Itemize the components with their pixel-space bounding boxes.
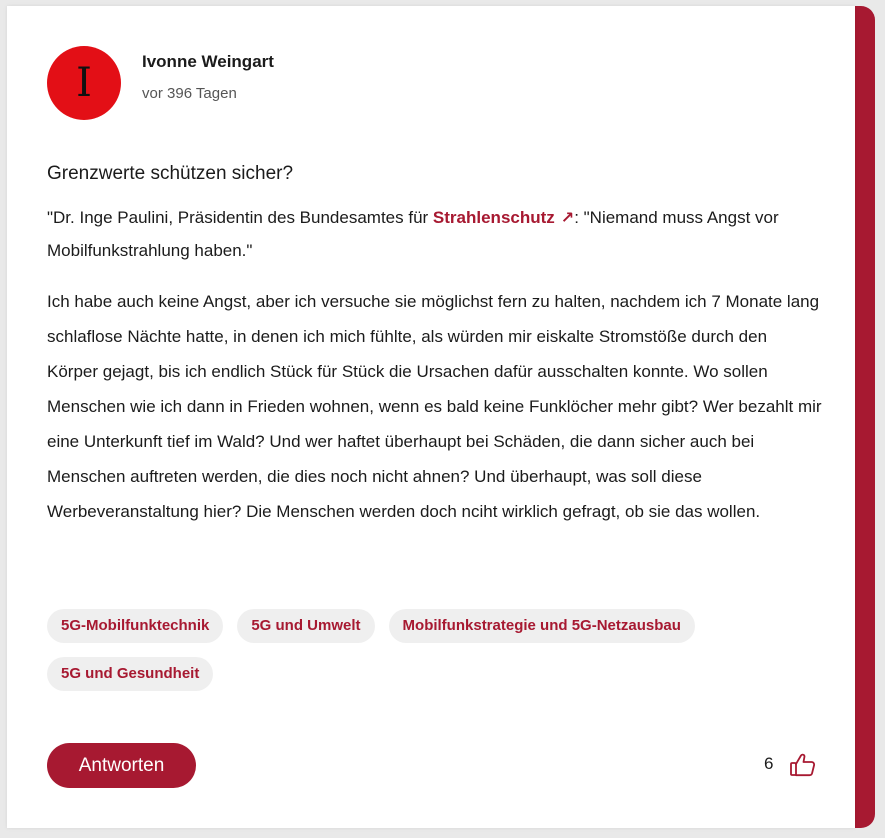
link-label: Strahlenschutz bbox=[432, 208, 555, 227]
comment-quote bbox=[47, 202, 827, 267]
external-link-icon: ↗ bbox=[560, 210, 575, 227]
tag-5g-mobilfunktechnik[interactable]: 5G-Mobilfunktechnik bbox=[47, 609, 223, 643]
comment-card bbox=[7, 6, 855, 828]
tag-mobilfunkstrategie[interactable]: Mobilfunkstrategie und 5G-Netzausbau bbox=[389, 609, 695, 643]
like-count: 6 bbox=[764, 754, 774, 773]
comment-title: Grenzwerte schützen sicher? bbox=[47, 163, 294, 184]
reply-button[interactable]: Antworten bbox=[47, 743, 196, 788]
comment-body: Ich habe auch keine Angst, aber ich versuche sie möglichst fern zu halten, nachdem ich 7 Monate lang schlaflose Nächte hatte, in denen ich mich fühlte, als würden mir eiskalte Stromstöße durch den Körper gejagt, bis ich endlich Stück für Stück die Ursachen dafür ausschalten konnte. Wo sollen Menschen wie ich dann in Frieden wohnen, wenn es bald keine Funklöcher mehr gibt? Wer bezahlt mir eine Unterkunft tief im Wald? Und wer haftet überhaupt bei Schäden, die dann sicher auch bei Menschen auftreten werden, die dies noch nicht ahnen? Und überhaupt, was soll diese Werbeveranstaltung hier? Die Menschen werden doch nciht wirklich gefragt, ob sie das wollen. bbox=[47, 292, 822, 521]
avatar: I bbox=[47, 46, 121, 120]
quote-suffix: : "Niemand muss Angst vor Mobilfunkstrahlung haben." bbox=[47, 208, 779, 260]
author-name: Ivonne Weingart bbox=[142, 52, 274, 71]
post-time: vor 396 Tagen bbox=[142, 85, 237, 102]
tag-list bbox=[47, 609, 817, 691]
strahlenschutz-link[interactable] bbox=[433, 208, 574, 227]
tag-5g-und-gesundheit[interactable]: 5G und Gesundheit bbox=[47, 657, 213, 691]
thumbs-up-icon[interactable] bbox=[789, 751, 817, 779]
quote-prefix: "Dr. Inge Paulini, Präsidentin des Bundesamtes für bbox=[47, 208, 433, 227]
tag-5g-und-umwelt[interactable]: 5G und Umwelt bbox=[237, 609, 374, 643]
